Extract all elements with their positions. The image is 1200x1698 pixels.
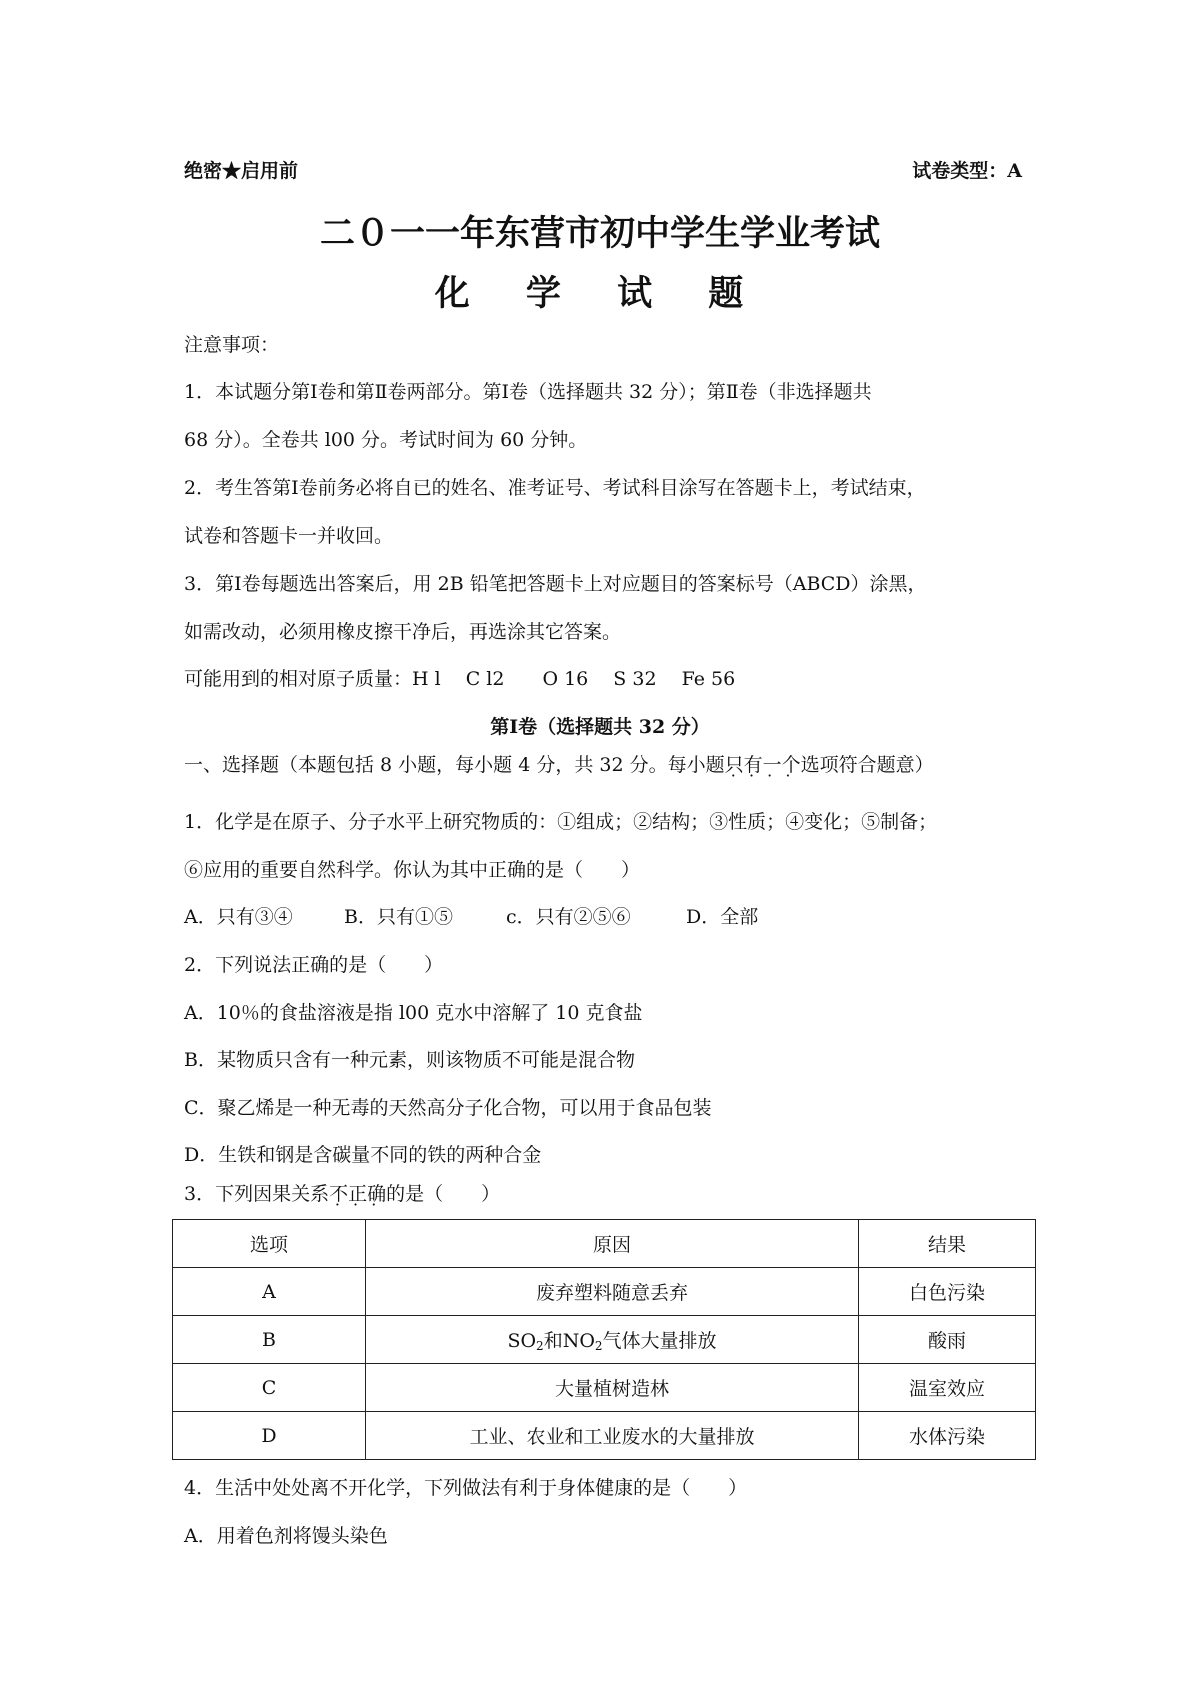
question-4-option-a: A．用着色剂将馒头染色: [184, 1525, 388, 1547]
table-cell: B: [173, 1316, 366, 1364]
table-row: [173, 1316, 1036, 1364]
table-cell: 酸雨: [859, 1316, 1036, 1364]
subject-title: 化 学 试 题: [434, 273, 766, 314]
exam-title: 二０一一年东营市初中学生学业考试: [319, 213, 880, 254]
secret-label: 绝密★启用前: [184, 160, 299, 182]
table-cell: 温室效应: [859, 1364, 1036, 1412]
table-cell: D: [173, 1412, 366, 1460]
intro-text: 一、选择题（本题包括 8 小题，每小题 4 分，共 32 分。每小题: [184, 754, 725, 776]
table-cell: C: [173, 1364, 366, 1412]
question-1-stem: 1．化学是在原子、分子水平上研究物质的：①组成；②结构；③性质；④变化；⑤制备；: [184, 811, 938, 833]
cause-tail: 气体大量排放: [602, 1330, 717, 1352]
option-b: B．只有①⑤: [344, 906, 453, 928]
question-2-stem: 2．下列说法正确的是（ ）: [184, 954, 444, 976]
paper-type: 试卷类型：A: [912, 160, 1022, 182]
table-row: [173, 1412, 1036, 1460]
table-header-row: [173, 1220, 1036, 1268]
question-1-stem-cont: ⑥应用的重要自然科学。你认为其中正确的是（ ）: [184, 859, 641, 881]
note-line: 3．第Ⅰ卷每题选出答案后，用 2B 铅笔把答题卡上对应题目的答案标号（ABCD）涂黑，: [184, 573, 927, 595]
question-2-option-b: B．某物质只含有一种元素，则该物质不可能是混合物: [184, 1049, 635, 1071]
formula-and-no: 和NO: [543, 1330, 595, 1352]
option-a: A．只有③④: [184, 906, 293, 928]
question-1-options: [184, 903, 758, 931]
table-header-cell: 选项: [173, 1220, 366, 1268]
option-d: D．全部: [686, 906, 759, 928]
atomic-mass-line: 可能用到的相对原子质量：H l C l2 O 16 S 32 Fe 56: [184, 668, 736, 690]
table-header-cell: 结果: [859, 1220, 1036, 1268]
notes-heading: 注意事项：: [184, 334, 280, 356]
table-cell: 白色污染: [859, 1268, 1036, 1316]
table-header-cell: 原因: [366, 1220, 859, 1268]
note-line: 如需改动，必须用橡皮擦干净后，再选涂其它答案。: [184, 621, 622, 643]
question-2-option-c: C．聚乙烯是一种无毒的天然高分子化合物，可以用于食品包装: [184, 1097, 712, 1119]
note-line: 68 分）。全卷共 l00 分。考试时间为 60 分钟。: [184, 429, 588, 451]
stem-text-tail: 的是（ ）: [386, 1183, 501, 1205]
subscript: 2: [594, 1339, 603, 1353]
option-c: c．只有②⑤⑥: [506, 906, 631, 928]
table-row: [173, 1268, 1036, 1316]
cause-effect-table: [172, 1219, 1036, 1460]
note-line: 试卷和答题卡一并收回。: [184, 525, 394, 547]
formula-so: SO: [507, 1330, 537, 1352]
emphasis-text: 只有一个 · · · ·: [725, 751, 801, 779]
question-4-stem: 4．生活中处处离不开化学，下列做法有利于身体健康的是（ ）: [184, 1477, 748, 1499]
table-cell: 工业、农业和工业废水的大量排放: [366, 1412, 859, 1460]
table-cell: 废弃塑料随意丢弃: [366, 1268, 859, 1316]
note-line: 1．本试题分第Ⅰ卷和第Ⅱ卷两部分。第Ⅰ卷（选择题共 32 分）；第Ⅱ卷（非选择题共: [184, 381, 872, 403]
intro-text-tail: 选项符合题意）: [800, 754, 934, 776]
section-heading: 第Ⅰ卷（选择题共 32 分）: [490, 716, 710, 738]
subscript: 2: [536, 1339, 544, 1353]
question-2-option-a: A．10％的食盐溶液是指 l00 克水中溶解了 10 克食盐: [184, 1002, 643, 1024]
emphasis-text: 不正确 · · ·: [329, 1180, 386, 1208]
question-3-stem: [184, 1180, 500, 1208]
table-row: [173, 1364, 1036, 1412]
table-cell: 水体污染: [859, 1412, 1036, 1460]
stem-text: 3．下列因果关系: [184, 1183, 330, 1205]
table-cell: A: [173, 1268, 366, 1316]
table-cell: [366, 1316, 859, 1364]
table-cell: 大量植树造林: [366, 1364, 859, 1412]
section-intro: [184, 751, 934, 779]
note-line: 2．考生答第Ⅰ卷前务必将自已的姓名、准考证号、考试科目涂写在答题卡上，考试结束，: [184, 477, 926, 499]
question-2-option-d: D．生铁和钢是含碳量不同的铁的两种合金: [184, 1144, 542, 1166]
